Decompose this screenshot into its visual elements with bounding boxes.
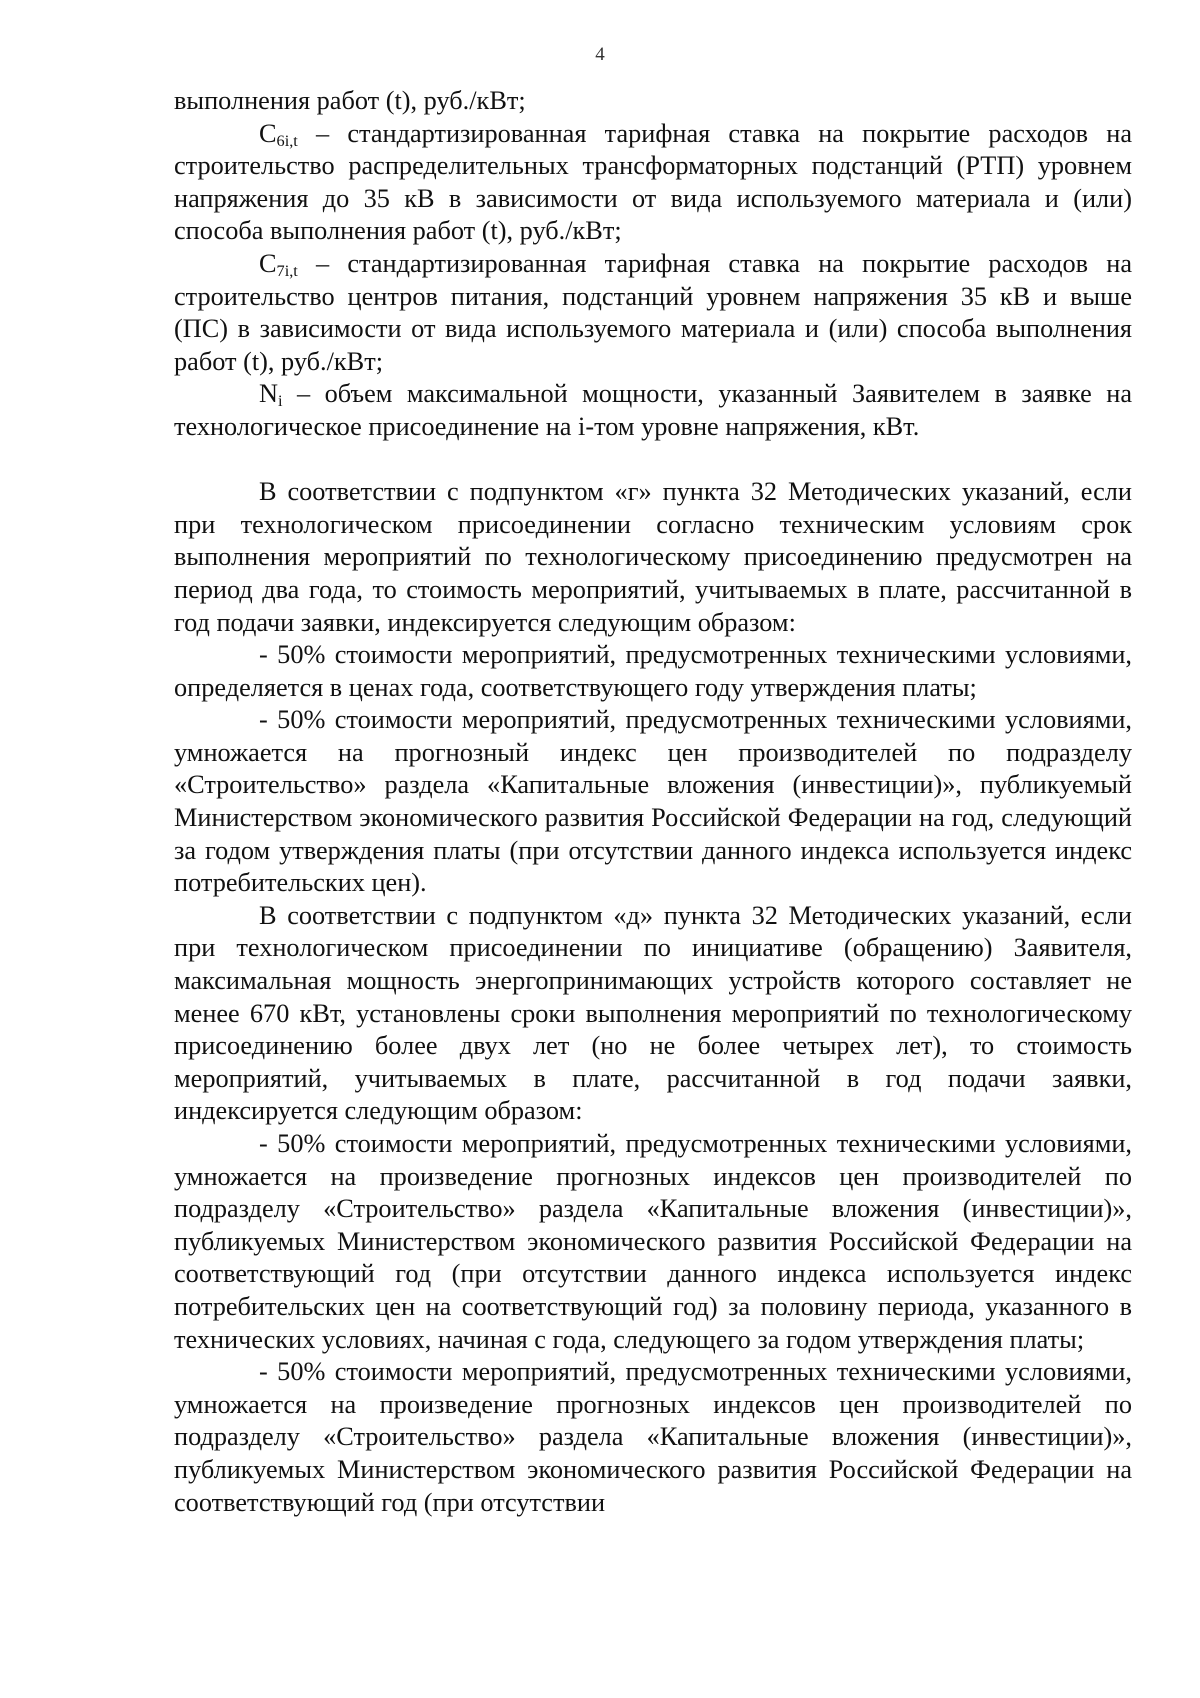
subscript-c7: 7i,t bbox=[276, 261, 298, 281]
definition-n bbox=[174, 378, 1132, 443]
symbol-c7: C bbox=[259, 248, 277, 278]
definition-c6 bbox=[174, 118, 1132, 248]
list-item-d-1: - 50% стоимости мероприятий, предусмотренных техническими условиями, умножается на произведение прогнозных индексов цен производителей по подразделу «Строительство» раздела «Капитальные вложения (инвестиции)», публикуемых Министерством экономического развития Российской Федерации на соответствующий год (при отсутствии данного индекса используется индекс потребительских цен на соответствующий год) за половину периода, указанного в технических условиях, начиная с года, следующего за годом утверждения платы; bbox=[174, 1129, 1132, 1354]
symbol-n: N bbox=[259, 379, 278, 409]
subscript-n: i bbox=[278, 391, 283, 411]
page-number: 4 bbox=[595, 44, 605, 65]
paragraph-subpoint-g: В соответствии с подпунктом «г» пункта 32 Методических указаний, если при технологическом присоединении согласно техническим условиям срок выполнения мероприятий по технологическому присоединению предусмотрен на период два года, то стоимость мероприятий, учитываемых в плате, рассчитанной в год подачи заявки, индексируется следующим образом: bbox=[174, 477, 1132, 637]
document-body bbox=[174, 85, 1132, 1519]
list-item-g-1: - 50% стоимости мероприятий, предусмотренных техническими условиями, определяется в ценах года, соответствующего году утверждения платы; bbox=[174, 640, 1132, 702]
paragraph-subpoint-d: В соответствии с подпунктом «д» пункта 32 Методических указаний, если при технологическом присоединении по инициативе (обращению) Заявителя, максимальная мощность энергопринимающих устройств которого составляет не менее 670 кВт, установлены сроки выполнения мероприятий по технологическому присоединению более двух лет (но не более четырех лет), то стоимость мероприятий, учитываемых в плате, рассчитанной в год подачи заявки, индексируется следующим образом: bbox=[174, 900, 1132, 1126]
definition-c6-text: – стандартизированная тарифная ставка на покрытие расходов на строительство распределительных трансформаторных подстанций (РТП) уровнем напряжения до 35 кВ в зависимости от вида используемого материала и (или) способа выполнения работ (t), руб./кВт; bbox=[174, 118, 1132, 246]
definition-c7 bbox=[174, 248, 1132, 378]
definition-n-text: – объем максимальной мощности, указанный Заявителем в заявке на технологическое присоединение на i-том уровне напряжения, кВт. bbox=[174, 379, 1132, 441]
list-item-d-2: - 50% стоимости мероприятий, предусмотренных техническими условиями, умножается на произведение прогнозных индексов цен производителей по подразделу «Строительство» раздела «Капитальные вложения (инвестиции)», публикуемых Министерством экономического развития Российской Федерации на соответствующий год (при отсутствии bbox=[174, 1357, 1132, 1517]
definition-c7-text: – стандартизированная тарифная ставка на покрытие расходов на строительство центров питания, подстанций уровнем напряжения 35 кВ и выше (ПС) в зависимости от вида используемого материала и (или) способа выполнения работ (t), руб./кВт; bbox=[174, 248, 1132, 376]
symbol-c6: C bbox=[259, 118, 277, 148]
list-item-g-2: - 50% стоимости мероприятий, предусмотренных техническими условиями, умножается на прогнозный индекс цен производителей по подразделу «Строительство» раздела «Капитальные вложения (инвестиции)», публикуемый Министерством экономического развития Российской Федерации на год, следующий за годом утверждения платы (при отсутствии данного индекса используется индекс потребительских цен). bbox=[174, 705, 1132, 898]
paragraph-continuation: выполнения работ (t), руб./кВт; bbox=[174, 86, 526, 115]
subscript-c6: 6i,t bbox=[276, 130, 298, 150]
